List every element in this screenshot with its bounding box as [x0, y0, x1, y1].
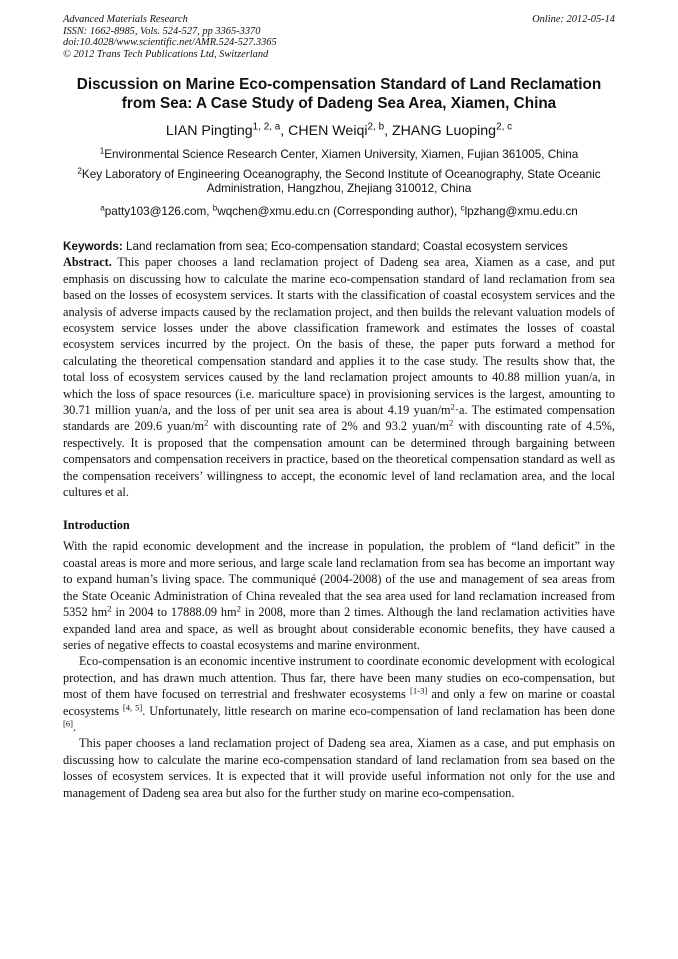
issn-line: ISSN: 1662-8985, Vols. 524-527, pp 3365-3370 — [63, 25, 261, 37]
keywords-text: Land reclamation from sea; Eco-compensation standard; Coastal ecosystem services — [122, 240, 568, 254]
paper-title — [63, 75, 615, 113]
superscript: 2 — [236, 603, 241, 614]
author-separator: , — [280, 123, 289, 140]
citation-ref: [1-3] — [410, 685, 428, 696]
paragraph-text: With the rapid economic development and the increase in population, the problem of “land deficit” in the coastal areas is more and more serious, and large scale land reclamation from sea has become an important way to expand human’s living space. The communiqué (2004-2008) of the use and management of sea areas from the State Oceanic Administration of China revealed that the sea area used for land reclamation increased from 5352 hm — [63, 539, 615, 620]
author-emails — [63, 205, 615, 219]
title-line-1: Discussion on Marine Eco-compensation Standard of Land Reclamation — [76, 76, 602, 94]
doi-line: doi:10.4028/www.scientific.net/AMR.524-527.3365 — [63, 37, 277, 49]
abstract-text: with discounting rate of 4.5%, respectively. It is proposed that the compensation amount can be determined through bargaining between compensators and compensation receivers in practice, based on the theoretical compensation standard as well as the compensation receivers’ willingness to accept, the economic level of land reclamation area, and the local cultures et al. — [63, 419, 615, 500]
keywords-line — [63, 240, 615, 254]
paragraph-text: . Unfortunately, little research on marine eco-compensation of land reclamation has been done — [142, 703, 615, 718]
abstract-label: Abstract. — [63, 255, 112, 270]
superscript: 2 — [107, 603, 112, 614]
citation-ref: [6] — [63, 718, 74, 729]
superscript: 2 — [450, 401, 455, 412]
online-date: Online: 2012-05-14 — [532, 14, 615, 25]
email-text: lpzhang@xmu.edu.cn — [464, 205, 578, 219]
affiliation-text: Environmental Science Research Center, Xiamen University, Xiamen, Fujian 361005, China — [104, 148, 579, 162]
intro-paragraph-1 — [63, 538, 615, 653]
intro-paragraph-3: This paper chooses a land reclamation project of Dadeng sea area, Xiamen as a case, and put emphasis on discussing how to calculate the marine eco-compensation standard of land reclamation from sea based on the losses of ecosystem services. It is expected that it will provide useful information not only for the use and management of Dadeng sea area but also for the further study on marine eco-compensation. — [63, 736, 615, 800]
journal-header — [63, 14, 615, 60]
abstract-text: with discounting rate of 2% and 93.2 yuan/m — [208, 419, 449, 434]
affiliation-2 — [63, 168, 615, 196]
author-separator: , — [384, 123, 392, 140]
intro-paragraph-2 — [63, 653, 615, 735]
journal-name: Advanced Materials Research — [63, 14, 188, 25]
abstract-text: This paper chooses a land reclamation project of Dadeng sea area, Xiamen as a case, and put emphasis on discussing how to calculate the marine eco-compensation standard of land reclamation from sea based on the losses of ecosystem services. It starts with the classification of coastal ecosystem services and the analysis of adverse impacts caused by the reclamation project, and then builds the relevant valuation models of ecosystem service losses under the above classification framework and estimates the losses of coastal ecosystem services incurred by the project. On the basis of these, the paper puts forward a method for calculating the theoretical compensation standard and applies it to the case study. The results show that, the total loss of ecosystem services caused by the land reclamation project amounts to 40.88 million yuan/a, in which the loss of space resources (i.e. mariculture space) in provisioning services is the largest, amounting to 30.71 million yuan/a, and the loss of per unit sea area is about 4.19 yuan/m — [63, 255, 615, 418]
paragraph-text: Eco-compensation is an economic incentive instrument to coordinate economic development with ecological protection, and has drawn much attention. Thus far, there have been many studies on eco-compensation, but most of them have focused on terrestrial and freshwater ecosystems — [63, 654, 615, 702]
email-text: patty103@126.com, — [104, 205, 213, 219]
paragraph-text: . — [73, 719, 77, 734]
affiliation-mark: 2 — [77, 166, 82, 176]
author-superscript: 1, 2, a — [252, 121, 281, 133]
introduction-heading: Introduction — [63, 518, 130, 533]
email-mark: c — [460, 203, 465, 213]
superscript: 2 — [204, 417, 209, 428]
email-text: wqchen@xmu.edu.cn (Corresponding author), — [217, 205, 461, 219]
affiliation-mark: 1 — [99, 146, 105, 156]
author-name: ZHANG Luoping — [391, 123, 497, 140]
copyright-line: © 2012 Trans Tech Publications Ltd, Switzerland — [63, 48, 269, 60]
email-mark: a — [100, 203, 105, 213]
affiliation-1 — [63, 148, 615, 162]
author-superscript: 2, c — [496, 121, 513, 133]
author-superscript: 2, b — [367, 121, 385, 133]
citation-ref: [4, 5] — [122, 701, 143, 712]
paragraph-text: in 2008, more than 2 times. Although the land reclamation activities have expanded land area and space, as well as brought about considerable economic benefits, they have caused a series of negative effects to coastal ecosystems and marine environment. — [63, 605, 615, 652]
abstract-text: ·a. The estimated compensation standards are 209.6 yuan/m — [63, 403, 616, 434]
author-name: CHEN Weiqi — [288, 123, 368, 140]
paragraph-text: in 2004 to 17888.09 hm — [111, 605, 237, 620]
author-name: LIAN Pingting — [165, 123, 253, 140]
title-line-2: from Sea: A Case Study of Dadeng Sea Area, Xiamen, China — [121, 95, 557, 113]
author-list — [63, 122, 615, 140]
paragraph-text: and only a few on marine or coastal ecosystems — [63, 687, 615, 718]
superscript: 2 — [448, 417, 454, 428]
keywords-label: Keywords: — [63, 240, 123, 254]
abstract-paragraph — [63, 254, 615, 500]
affiliation-text: Key Laboratory of Engineering Oceanography, the Second Institute of Oceanography, State Oceanic Administration, Hangzhou, Zhejiang 310012, China — [81, 168, 601, 196]
email-mark: b — [212, 203, 218, 213]
paper-page — [63, 14, 615, 801]
